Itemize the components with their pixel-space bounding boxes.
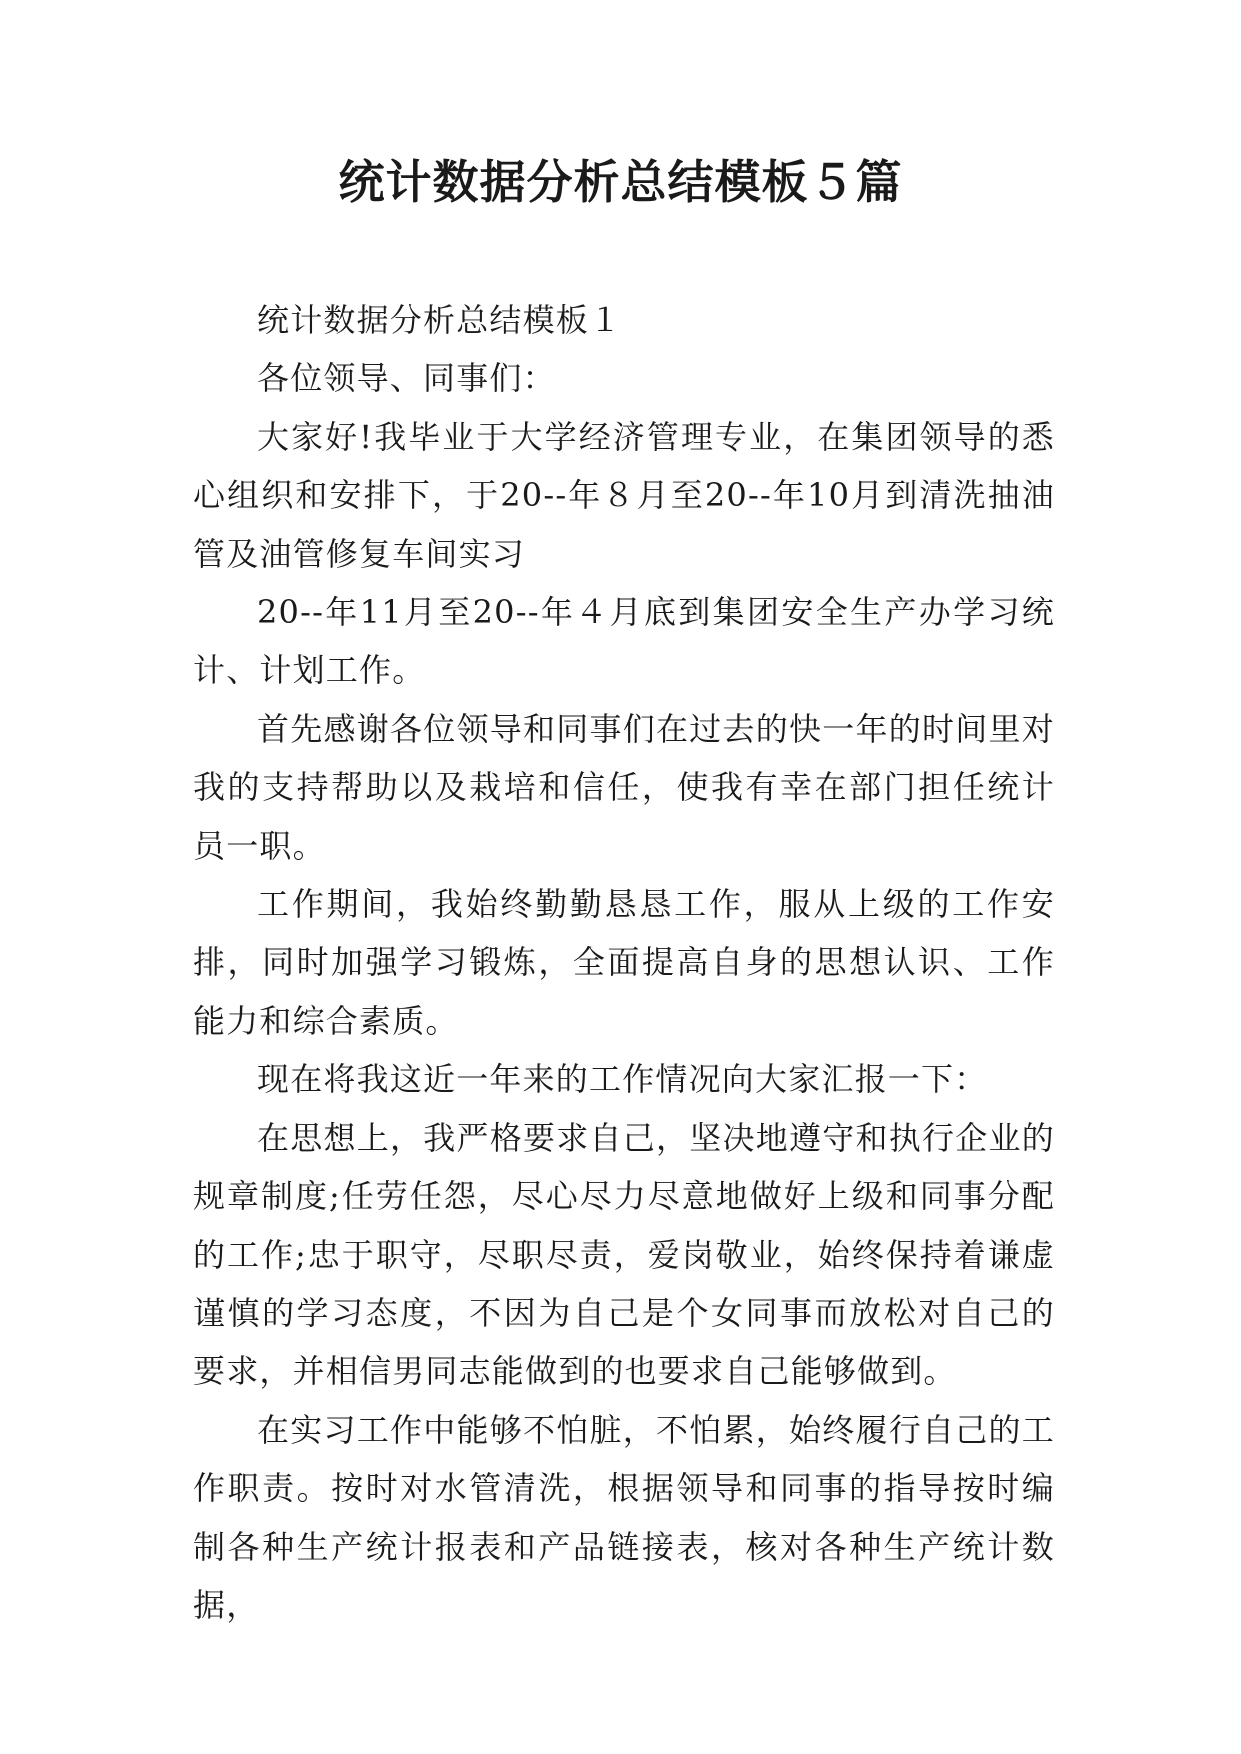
paragraph: 在思想上，我严格要求自己，坚决地遵守和执行企业的规章制度;任劳任怨，尽心尽力尽意地做好上级和同事分配的工作;忠于职守，尽职尽责，爱岗敬业，始终保持着谦虚谨慎的学习态度，不因为自己是个女同事而放松对自己的要求，并相信男同志能做到的也要求自己能够做到。: [193, 1118, 1055, 1391]
paragraph: 20--年11月至20--年４月底到集团安全生产办学习统计、计划工作。: [193, 593, 1055, 690]
paragraph: 首先感谢各位领导和同事们在过去的快一年的时间里对我的支持帮助以及栽培和信任，使我有幸在部门担任统计员一职。: [193, 709, 1055, 865]
paragraph-salutation: 各位领导、同事们：: [257, 359, 556, 398]
paragraph: 大家好!我毕业于大学经济管理专业，在集团领导的悉心组织和安排下，于20--年８月至20--年10月到清洗抽油管及油管修复车间实习: [193, 417, 1055, 573]
document-body: [193, 291, 1055, 1634]
paragraph: 现在将我这近一年来的工作情况向大家汇报一下：: [257, 1060, 988, 1099]
document-title: 统计数据分析总结模板５篇: [338, 155, 903, 209]
paragraph: 在实习工作中能够不怕脏，不怕累，始终履行自己的工作职责。按时对水管清洗，根据领导和同事的指导按时编制各种生产统计报表和产品链接表，核对各种生产统计数据，: [193, 1410, 1055, 1624]
paragraph: 工作期间，我始终勤勤恳恳工作，服从上级的工作安排，同时加强学习锻炼，全面提高自身的思想认识、工作能力和综合素质。: [193, 885, 1055, 1040]
paragraph-subtitle: 统计数据分析总结模板１: [257, 301, 623, 339]
